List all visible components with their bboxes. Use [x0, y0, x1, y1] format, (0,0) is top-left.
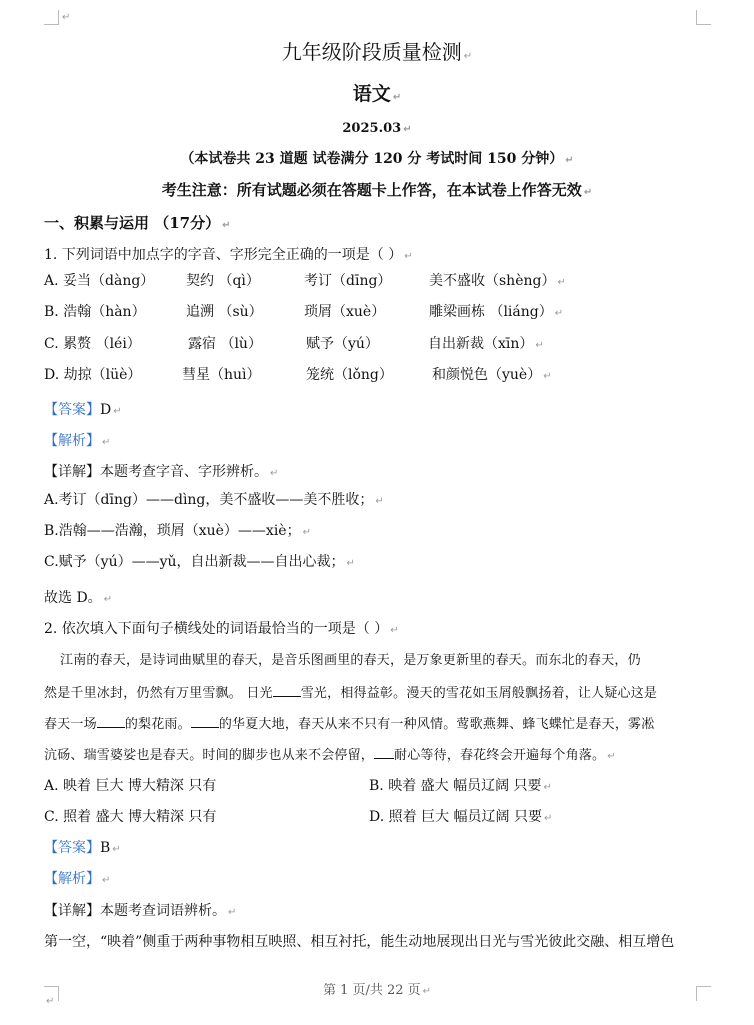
paragraph-mark-icon: ↵: [112, 844, 121, 855]
exam-subject: 语文 ↵: [352, 83, 402, 105]
answer-value: B: [100, 840, 111, 856]
detail-text: 本题考查词语辨析。: [100, 903, 226, 919]
paragraph-mark-icon: ↵: [102, 875, 111, 886]
paragraph-mark-icon: ↵: [102, 437, 111, 448]
exam-date: 2025.03 ↵: [342, 121, 412, 136]
detail-line: [44, 463, 278, 483]
question-2-stem: 2. 依次填入下面句子横线处的词语最恰当的一项是（ ） ↵: [44, 621, 399, 637]
paragraph-mark-icon: ↵: [392, 92, 402, 103]
answer-line: [44, 839, 121, 859]
option-item: B. 映着 盛大 幅员辽阔 只要 ↵: [369, 778, 552, 794]
conclusion-line: 故选 D。 ↵: [44, 590, 113, 606]
paragraph-mark-icon: ↵: [583, 187, 593, 198]
option-word: 彗星（huì）: [182, 367, 261, 383]
paragraph-mark-icon: ↵: [463, 51, 473, 62]
analysis-line: [44, 432, 110, 452]
paragraph-mark-icon: ↵: [113, 406, 122, 417]
option-word: 笼统（lǒng）: [306, 367, 393, 383]
paragraph-mark-icon: ↵: [62, 12, 71, 23]
paragraph-mark-icon: ↵: [557, 277, 566, 288]
option-word: 和颜悦色（yuè） ↵: [432, 367, 552, 383]
answer-label: 【答案】: [44, 402, 100, 418]
paragraph-mark-icon: ↵: [422, 986, 432, 997]
answer-value: D: [100, 402, 112, 418]
option-word: 雕梁画栋 （liáng） ↵: [429, 304, 564, 320]
exam-info: （本试卷共 23 道题 试卷满分 120 分 考试时间 150 分钟） ↵: [180, 151, 574, 167]
detail-label: 【详解】: [44, 903, 100, 919]
option-word: A. 妥当（dàng）: [44, 273, 155, 289]
explanation-line: C.赋予（yú）——yǔ，自出新裁——自出心裁； ↵: [44, 554, 355, 570]
paragraph-mark-icon: ↵: [390, 625, 399, 636]
option-word: 赋予（yú）: [306, 336, 379, 352]
paragraph-mark-icon: ↵: [103, 594, 113, 605]
explanation-line: A.考订（dīng）——dìng，美不盛收——美不胜收； ↵: [44, 492, 384, 508]
page-corner-mark: [696, 10, 711, 25]
paragraph-mark-icon: ↵: [404, 251, 413, 262]
passage-line: 春天一场 的梨花雨。 的华夏大地，春天从来不只有一种风情。莺歌燕舞、蜂飞蝶忙是春天，雾凇: [44, 713, 684, 734]
analysis-label: 【解析】: [44, 433, 100, 449]
answer-label: 【答案】: [44, 840, 100, 856]
detail-text: 本题考查字音、字形辨析。: [100, 464, 268, 480]
fill-blank: [374, 744, 394, 759]
answer-line: [44, 401, 122, 421]
paragraph-mark-icon: ↵: [607, 751, 616, 762]
paragraph-mark-icon: ↵: [403, 124, 412, 135]
passage-line: 江南的春天，是诗词曲赋里的春天，是音乐图画里的春天，是万象更新里的春天。而东北的春天，仍: [60, 653, 641, 668]
paragraph-mark-icon: ↵: [543, 813, 553, 824]
paragraph-mark-icon: ↵: [554, 308, 564, 319]
option-word: 追溯 （sù）: [186, 304, 263, 320]
paragraph-mark-icon: ↵: [46, 996, 55, 1007]
option-word: 琐屑（xuè）: [304, 304, 386, 320]
option-word: D. 劫掠（lüè）: [44, 367, 142, 383]
analysis-label: 【解析】: [44, 871, 100, 887]
explanation-line: 第一空，“映着”侧重于两种事物相互映照、相互衬托，能生动地展现出日光与雪光彼此交融、相互增色: [44, 934, 675, 950]
detail-line: [44, 902, 236, 922]
detail-label: 【详解】: [44, 464, 100, 480]
section-heading: 一、积累与运用 （17分） ↵: [44, 214, 231, 232]
option-word: B. 浩翰（hàn）: [44, 304, 146, 320]
paragraph-mark-icon: ↵: [222, 220, 231, 231]
passage-line: 沆砀、瑞雪婆娑也是春天。时间的脚步也从来不会停留， 耐心等待，春花终会开遍每个角落。 ↵: [44, 744, 684, 766]
option-item: A. 映着 巨大 博大精深 只有: [44, 778, 217, 794]
fill-blank: [191, 713, 219, 728]
explanation-line: B.浩翰——浩瀚，琐屑（xuè）——xiè； ↵: [44, 523, 311, 539]
paragraph-mark-icon: ↵: [565, 155, 574, 166]
option-word: 考订（dīng）: [304, 273, 392, 289]
fill-blank: [97, 713, 125, 728]
paragraph-mark-icon: ↵: [302, 527, 311, 538]
fill-blank: [273, 682, 301, 697]
option-word: 契约 （qì）: [186, 273, 260, 289]
question-1-stem: 1. 下列词语中加点字的字音、字形完全正确的一项是（ ） ↵: [44, 247, 413, 263]
paragraph-mark-icon: ↵: [535, 340, 544, 351]
paragraph-mark-icon: ↵: [270, 468, 279, 479]
paragraph-mark-icon: ↵: [543, 371, 552, 382]
option-word: C. 累赘 （léi）: [44, 336, 141, 352]
option-word: 自出新裁（xīn） ↵: [428, 336, 544, 352]
paragraph-mark-icon: ↵: [228, 907, 237, 918]
exam-title: 九年级阶段质量检测 ↵: [281, 40, 473, 64]
option-item: C. 照着 盛大 博大精深 只有: [44, 809, 217, 825]
exam-notice: 考生注意：所有试题必须在答题卡上作答，在本试卷上作答无效 ↵: [161, 181, 593, 199]
option-item: D. 照着 巨大 幅员辽阔 只要 ↵: [369, 809, 553, 825]
option-word: 露宿 （lù）: [188, 336, 262, 352]
paragraph-mark-icon: ↵: [375, 496, 384, 507]
page-number: 第 1 页/共 22 页 ↵: [322, 983, 432, 998]
analysis-line: [44, 870, 110, 890]
option-word: 美不盛收（shèng） ↵: [429, 273, 566, 289]
paragraph-mark-icon: ↵: [543, 782, 552, 793]
page-corner-mark: [44, 10, 59, 25]
passage-line: 然是千里冰封，仍然有万里雪飘。 日光 雪光，相得益彰。漫天的雪花如玉屑般飘扬着，让人疑心这是: [44, 682, 684, 703]
paragraph-mark-icon: ↵: [346, 558, 355, 569]
